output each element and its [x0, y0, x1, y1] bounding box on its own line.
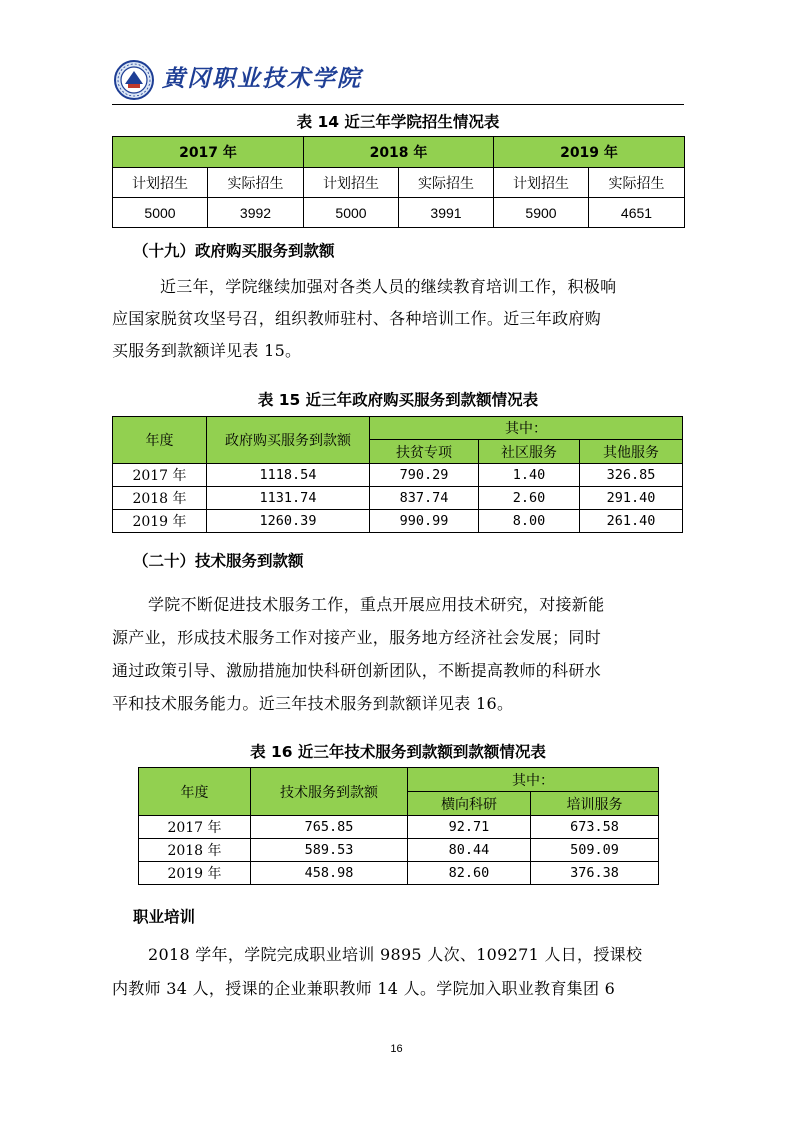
paragraph-line: 内教师 34 人，授课的企业兼职教师 14 人。学院加入职业教育集团 6	[112, 979, 616, 998]
table14	[112, 136, 685, 228]
paragraph-line: 源产业，形成技术服务工作对接产业，服务地方经济社会发展；同时	[112, 628, 602, 647]
paragraph-line: 2018 学年，学院完成职业培训 9895 人次、109271 人日，授课校	[148, 945, 643, 964]
table16-cell: 376.38	[531, 862, 659, 885]
table15-caption: 表 15 近三年政府购买服务到款额情况表	[257, 391, 539, 409]
table15-cell: 291.40	[580, 487, 683, 510]
paragraph-line: 近三年，学院继续加强对各类人员的继续教育培训工作，积极响	[160, 277, 617, 296]
table14-col-actual: 实际招生	[399, 168, 494, 198]
header-divider	[112, 104, 684, 105]
section-19-heading: （十九）政府购买服务到款额	[133, 242, 335, 260]
table15-year: 2019 年	[113, 510, 207, 533]
school-name-logotype: 黄冈职业技术学院	[162, 65, 362, 92]
table14-year-header: 2017 年	[113, 137, 304, 168]
table16-cell: 765.85	[251, 816, 408, 839]
table15-total-header: 政府购买服务到款额	[207, 417, 370, 464]
training-paragraph	[112, 938, 692, 1006]
table16-sub-header: 培训服务	[531, 792, 659, 816]
section-20-paragraph	[112, 588, 692, 720]
table16-cell: 458.98	[251, 862, 408, 885]
table14-col-plan: 计划招生	[494, 168, 589, 198]
table14-year-header: 2018 年	[304, 137, 494, 168]
table16-of-which-header: 其中：	[408, 768, 659, 792]
table16-sub-header: 横向科研	[408, 792, 531, 816]
table14-caption: 表 14 近三年学院招生情况表	[296, 113, 500, 131]
table15-sub-header: 扶贫专项	[370, 440, 479, 464]
table16-cell: 82.60	[408, 862, 531, 885]
paragraph-line: 应国家脱贫攻坚号召，组织教师驻村、各种培训工作。近三年政府购	[112, 309, 602, 328]
page-number: 16	[390, 1043, 403, 1055]
table14-cell: 5900	[494, 198, 589, 228]
table15-cell: 326.85	[580, 464, 683, 487]
table14-col-actual: 实际招生	[208, 168, 304, 198]
table14-cell: 4651	[589, 198, 685, 228]
training-heading: 职业培训	[133, 908, 196, 926]
table16	[138, 767, 659, 885]
table15-cell: 837.74	[370, 487, 479, 510]
table16-cell: 673.58	[531, 816, 659, 839]
table15-cell: 1260.39	[207, 510, 370, 533]
table16-cell: 80.44	[408, 839, 531, 862]
table16-cell: 509.09	[531, 839, 659, 862]
table15-of-which-header: 其中：	[370, 417, 683, 440]
table14-cell: 5000	[304, 198, 399, 228]
table16-cell: 589.53	[251, 839, 408, 862]
table16-year: 2018 年	[139, 839, 251, 862]
table14-col-actual: 实际招生	[589, 168, 685, 198]
table16-caption: 表 16 近三年技术服务到款额到款额情况表	[250, 743, 546, 761]
paragraph-line: 买服务到款额详见表 15。	[112, 341, 302, 360]
table15-cell: 261.40	[580, 510, 683, 533]
table15-cell: 1118.54	[207, 464, 370, 487]
paragraph-line: 学院不断促进技术服务工作，重点开展应用技术研究，对接新能	[148, 595, 605, 614]
section-19-paragraph	[112, 271, 692, 367]
table14-cell: 3992	[208, 198, 304, 228]
table16-year: 2019 年	[139, 862, 251, 885]
table16-total-header: 技术服务到款额	[251, 768, 408, 816]
table15-year-header: 年度	[113, 417, 207, 464]
table15-cell: 1131.74	[207, 487, 370, 510]
table15-year: 2017 年	[113, 464, 207, 487]
section-20-heading: （二十）技术服务到款额	[133, 552, 304, 570]
table15-cell: 790.29	[370, 464, 479, 487]
table16-cell: 92.71	[408, 816, 531, 839]
table14-col-plan: 计划招生	[304, 168, 399, 198]
table15-sub-header: 其他服务	[580, 440, 683, 464]
table15-cell: 990.99	[370, 510, 479, 533]
table15-cell: 8.00	[479, 510, 580, 533]
table14-col-plan: 计划招生	[113, 168, 208, 198]
table15-cell: 1.40	[479, 464, 580, 487]
table14-cell: 5000	[113, 198, 208, 228]
table16-year: 2017 年	[139, 816, 251, 839]
table15	[112, 416, 683, 533]
table15-cell: 2.60	[479, 487, 580, 510]
paragraph-line: 平和技术服务能力。近三年技术服务到款额详见表 16。	[112, 694, 514, 713]
table16-year-header: 年度	[139, 768, 251, 816]
table15-year: 2018 年	[113, 487, 207, 510]
paragraph-line: 通过政策引导、激励措施加快科研创新团队，不断提高教师的科研水	[112, 661, 602, 680]
table15-sub-header: 社区服务	[479, 440, 580, 464]
table14-cell: 3991	[399, 198, 494, 228]
table14-year-header: 2019 年	[494, 137, 685, 168]
college-emblem-logo	[114, 60, 154, 100]
